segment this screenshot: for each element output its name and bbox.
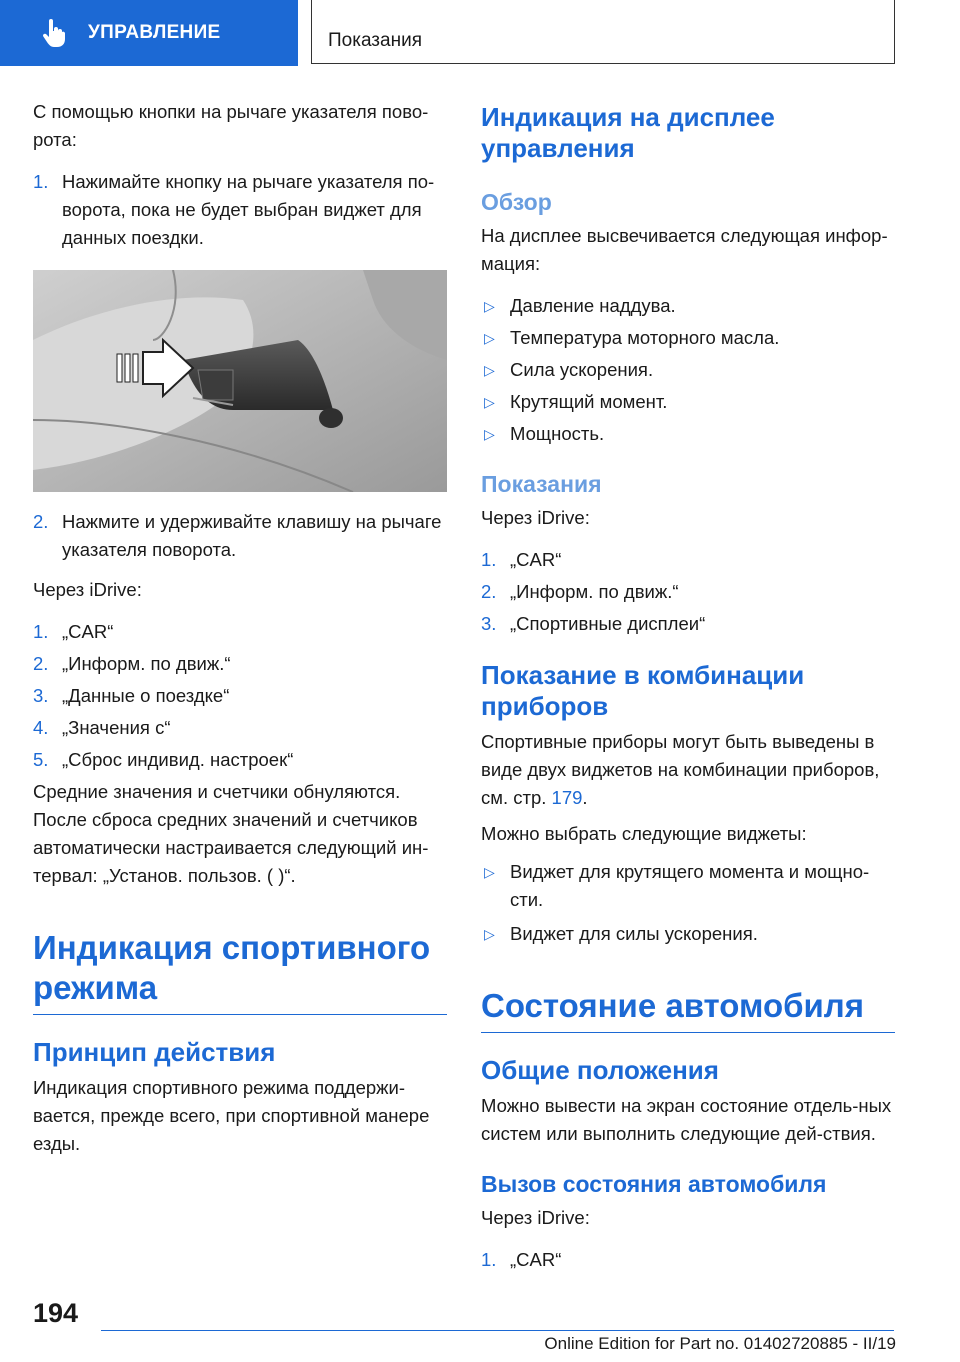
overview-list	[481, 292, 895, 448]
steps-list-1b	[33, 508, 447, 564]
list-item: ▷ Сила ускорения.	[481, 356, 895, 384]
turn-signal-lever-photo	[33, 270, 447, 492]
call-status-heading: Вызов состояния автомобиля	[481, 1171, 827, 1197]
page-title-box	[311, 0, 895, 64]
readings-heading: Показания	[481, 471, 602, 497]
vehicle-status-heading: Состояние автомобиля	[481, 986, 895, 1033]
left-column	[33, 98, 447, 1158]
reset-note: Средние значения и счетчики обнуляются. После сброса средних значений и счетчиков автоматически настраивается следующий ин-тервал: „Установ. пользов. ( )“.	[33, 781, 429, 886]
right-column	[481, 102, 895, 1274]
via-idrive-label: Через iDrive:	[481, 1207, 590, 1228]
list-item: ▷ Давление наддува.	[481, 292, 895, 320]
general-text: Можно вывести на экран состояние отдель-ных систем или выполнить следующие дей-ствия.	[481, 1095, 892, 1144]
readings-steps	[481, 546, 895, 638]
triangle-bullet-icon: ▷	[484, 926, 495, 942]
intro-text: С помощью кнопки на рычаге указателя пово-рота:	[33, 101, 429, 150]
widgets-intro: Можно выбрать следующие виджеты:	[481, 823, 807, 844]
steps-list-1	[33, 168, 447, 252]
list-item: ▷ Виджет для силы ускорения.	[481, 920, 895, 948]
triangle-bullet-icon: ▷	[484, 362, 495, 378]
call-steps	[481, 1246, 895, 1274]
edition-text: Online Edition for Part no. 01402720885 - II/19	[544, 1334, 896, 1353]
triangle-bullet-icon: ▷	[484, 394, 495, 410]
list-item: 3. „Данные о поездке“	[33, 685, 230, 706]
list-item: ▷ Температура моторного масла.	[481, 324, 895, 352]
steps-list-2	[33, 618, 447, 774]
principle-heading: Принцип действия	[33, 1037, 276, 1067]
footer-divider	[101, 1330, 894, 1331]
cluster-text: Спортивные приборы могут быть выведены в виде двух виджетов на комбинации приборов, см. стр. 179.	[481, 731, 880, 808]
general-heading: Общие положения	[481, 1055, 719, 1085]
list-item: ▷ Виджет для крутящего момента и мощно-сти.	[481, 858, 895, 914]
cluster-heading: Показание в комбинации приборов	[481, 660, 805, 721]
list-item: 1. „CAR“	[33, 621, 114, 642]
widgets-list	[481, 858, 895, 948]
list-item: 2. „Информ. по движ.“	[481, 581, 679, 602]
section-tab[interactable]	[0, 0, 298, 66]
page-number: 194	[33, 1298, 79, 1328]
triangle-bullet-icon: ▷	[484, 426, 495, 442]
triangle-bullet-icon: ▷	[484, 298, 495, 314]
list-item: 1. „CAR“	[481, 549, 562, 570]
triangle-bullet-icon: ▷	[484, 330, 495, 346]
list-item: 2. „Информ. по движ.“	[33, 653, 231, 674]
overview-text: На дисплее высвечивается следующая инфор-мация:	[481, 225, 888, 274]
page-title: Показания	[328, 30, 422, 51]
pointing-hand-icon	[38, 18, 68, 48]
list-item: 5. „Сброс индивид. настроек“	[33, 749, 294, 770]
sport-mode-heading: Индикация спортивного режима	[33, 928, 447, 1015]
list-item: 3. „Спортивные дисплеи“	[481, 613, 706, 634]
section-label: УПРАВЛЕНИЕ	[88, 22, 221, 43]
via-idrive-label: Через iDrive:	[481, 507, 590, 528]
triangle-bullet-icon: ▷	[484, 864, 495, 880]
list-item: 2. Нажмите и удерживайте клавишу на рычаге указателя поворота.	[33, 511, 442, 560]
page-link-179[interactable]: 179	[551, 787, 583, 808]
list-item: 1. Нажимайте кнопку на рычаге указателя по-ворота, пока не будет выбран виджет для данных поездки.	[33, 171, 435, 248]
list-item: ▷ Крутящий момент.	[481, 388, 895, 416]
list-item: ▷ Мощность.	[481, 420, 895, 448]
list-item: 1. „CAR“	[481, 1249, 562, 1270]
via-idrive-label: Через iDrive:	[33, 579, 142, 600]
display-heading: Индикация на дисплее управления	[481, 102, 775, 163]
principle-text: Индикация спортивного режима поддержи-вается, прежде всего, при спортивной манере езды.	[33, 1077, 430, 1154]
overview-heading: Обзор	[481, 189, 552, 215]
lever-illustration	[33, 270, 447, 492]
list-item: 4. „Значения с“	[33, 717, 171, 738]
